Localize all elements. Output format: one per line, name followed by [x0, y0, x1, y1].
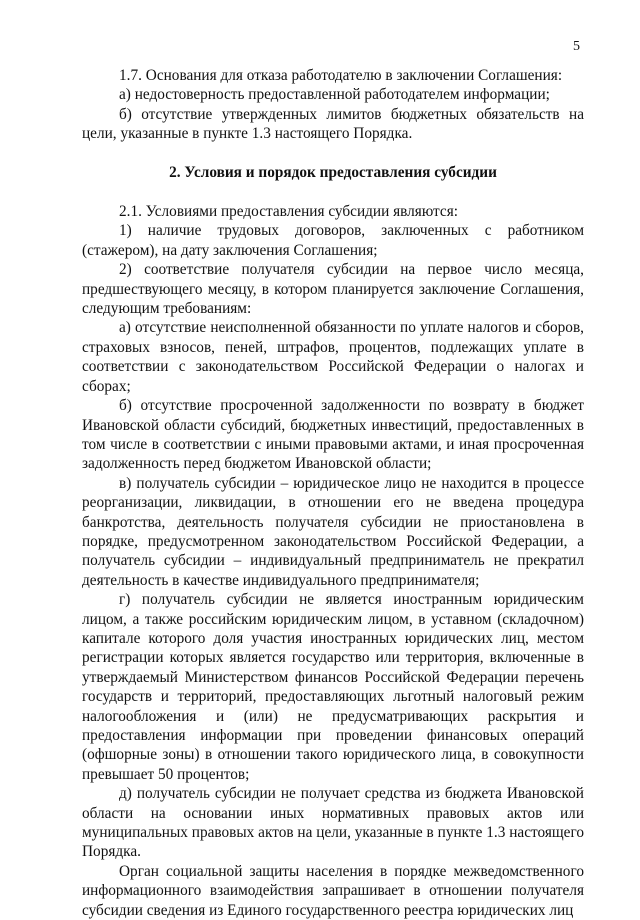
paragraph-interagency-request: Орган социальной защиты населения в порядке межведомственного информационного взаимодействия запрашивает в отношении получателя субсидии сведения из Единого государственного реестра юридических лиц — [82, 862, 584, 919]
paragraph-requirement-g: г) получатель субсидии не является иностранным юридическим лицом, а также российским юридическим лицом, в уставном (складочном) капитале которого доля участия иностранных юридических лиц, местом регистрации которых является государство или территория, включенные в утверждаемый Министерством финансов Российской Федерации перечень государств и территорий, предоставляющих льготный налоговый режим налогообложения и (или) не предусматривающих раскрытия и предоставления информации при проведении финансовых операций (офшорные зоны) в отношении такого юридического лица, в совокупности превышает 50 процентов; — [82, 591, 584, 783]
page-number: 5 — [573, 39, 580, 54]
paragraph-condition-1: 1) наличие трудовых договоров, заключенных с работником (стажером), на дату заключения Соглашения; — [82, 222, 584, 259]
paragraph-2-1: 2.1. Условиями предоставления субсидии являются: — [119, 203, 459, 221]
section-heading: 2. Условия и порядок предоставления субсидии — [169, 163, 497, 181]
paragraph-condition-2: 2) соответствие получателя субсидии на первое число месяца, предшествующего месяцу, в котором планируется заключение Соглашения, следующим требованиям: — [82, 261, 584, 318]
paragraph-requirement-a: а) отсутствие неисполненной обязанности по уплате налогов и сборов, страховых взносов, пеней, штрафов, процентов, подлежащих уплате в соответствии с законодательством Российской Федерации о налогах и сборах; — [82, 319, 584, 395]
paragraph-1-7: 1.7. Основания для отказа работодателю в заключении Соглашения: — [119, 67, 563, 84]
paragraph-requirement-b: б) отсутствие просроченной задолженности по возврату в бюджет Ивановской области субсидий, бюджетных инвестиций, предоставленных в том числе в соответствии с иными правовыми актами, и иная просроченная задолженность перед бюджетом Ивановской области; — [82, 397, 584, 473]
paragraph-1-7-b: б) отсутствие утвержденных лимитов бюджетных обязательств на цели, указанные в пункте 1.3 настоящего Порядка. — [82, 105, 584, 143]
paragraph-requirement-d: д) получатель субсидии не получает средства из бюджета Ивановской области на основании иных нормативных правовых актов или муниципальных правовых актов на цели, указанные в пункте 1.3 настоящего Порядка. — [82, 785, 584, 861]
paragraph-1-7-a: а) недостоверность предоставленной работодателем информации; — [119, 86, 550, 104]
paragraph-requirement-v: в) получатель субсидии – юридическое лицо не находится в процессе реорганизации, ликвидации, в отношении его не введена процедура банкротства, деятельность получателя субсидии не приостановлена в порядке, предусмотренном законодательством Российской Федерации, а получатель субсидии – индивидуальный предприниматель не прекратил деятельность в качестве индивидуального предпринимателя; — [82, 474, 584, 589]
